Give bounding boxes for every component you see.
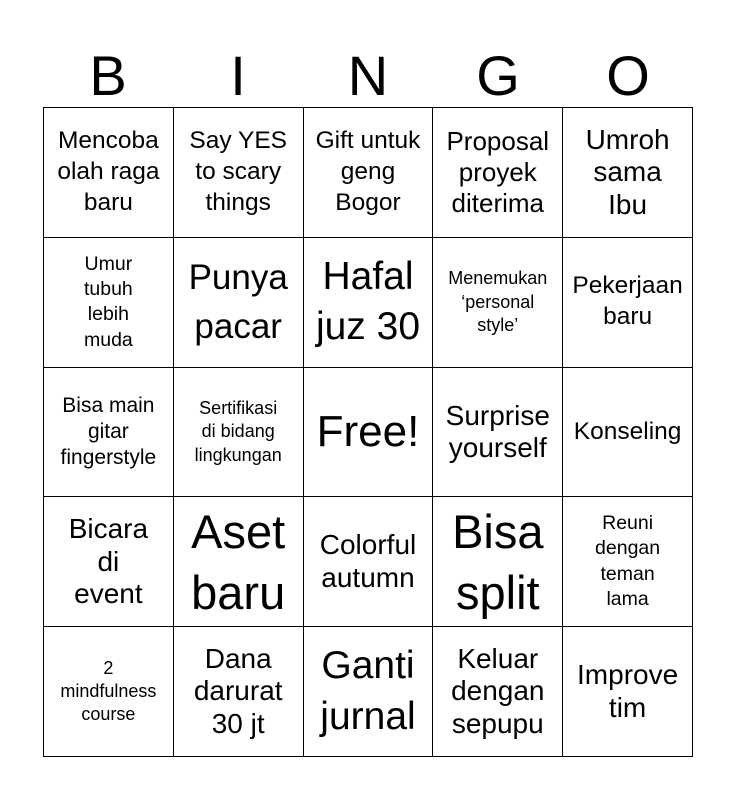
cell-text: Punya pacar — [188, 258, 288, 347]
cell-text: Improve tim — [577, 659, 679, 723]
bingo-cell[interactable] — [174, 368, 304, 498]
bingo-cell[interactable] — [563, 368, 693, 498]
cell-text: Umroh sama Ibu — [585, 123, 670, 220]
cell-text: Say YES to scary things — [189, 127, 287, 216]
bingo-cell[interactable] — [44, 238, 174, 368]
cell-text: Proposal proyek diterima — [446, 126, 550, 218]
bingo-cell[interactable] — [433, 238, 563, 368]
bingo-cell[interactable] — [563, 497, 693, 627]
bingo-cell[interactable] — [563, 238, 693, 368]
cell-text: Dana darurat 30 jt — [193, 642, 283, 739]
cell-text: Umur tubuh lebih muda — [83, 252, 133, 351]
cell-text: Reuni dengan teman lama — [595, 512, 661, 611]
bingo-cell[interactable] — [304, 497, 434, 627]
header-letter-b: B — [89, 44, 127, 107]
bingo-cell[interactable] — [433, 108, 563, 238]
cell-text: Free! — [316, 407, 420, 457]
header-letter-n: N — [347, 44, 389, 107]
bingo-cell[interactable] — [563, 108, 693, 238]
cell-text: Gift untuk geng Bogor — [315, 127, 421, 216]
cell-text: Mencoba olah raga baru — [57, 127, 160, 216]
bingo-cell[interactable] — [174, 497, 304, 627]
cell-text: Sertifikasi di bidang lingkungan — [194, 397, 282, 465]
bingo-cell[interactable] — [433, 627, 563, 757]
cell-text: Bicara di event — [68, 513, 149, 610]
bingo-header — [43, 42, 693, 108]
header-letter-i: I — [230, 44, 246, 107]
bingo-board — [43, 107, 693, 757]
bingo-cell[interactable] — [44, 497, 174, 627]
bingo-cell[interactable] — [174, 238, 304, 368]
cell-text: Pekerjaan baru — [572, 272, 683, 331]
bingo-cell[interactable] — [563, 627, 693, 757]
bingo-cell[interactable] — [174, 108, 304, 238]
bingo-cell[interactable] — [44, 627, 174, 757]
bingo-cell[interactable] — [44, 108, 174, 238]
bingo-cell[interactable] — [304, 108, 434, 238]
cell-text: Bisa split — [452, 504, 544, 619]
cell-text: Surprise yourself — [445, 399, 550, 463]
cell-text: Menemukan ‘personal style’ — [448, 268, 548, 335]
bingo-cell[interactable] — [433, 368, 563, 498]
bingo-cell[interactable] — [174, 627, 304, 757]
cell-text: Aset baru — [191, 504, 286, 619]
cell-text: Colorful autumn — [319, 529, 417, 593]
bingo-cell[interactable] — [304, 238, 434, 368]
cell-text: Hafal juz 30 — [315, 254, 421, 349]
cell-text: Keluar dengan sepupu — [451, 642, 545, 739]
header-letter-g: G — [476, 44, 520, 107]
header-letter-o: O — [606, 44, 650, 107]
bingo-cell[interactable] — [433, 497, 563, 627]
cell-text: 2 mindfulness course — [60, 657, 157, 725]
cell-text: Ganti jurnal — [320, 643, 416, 738]
cell-text: Bisa main gitar fingerstyle — [60, 393, 157, 470]
free-space-cell[interactable] — [304, 368, 434, 498]
bingo-cell[interactable] — [304, 627, 434, 757]
cell-text: Konseling — [573, 417, 682, 445]
bingo-cell[interactable] — [44, 368, 174, 498]
